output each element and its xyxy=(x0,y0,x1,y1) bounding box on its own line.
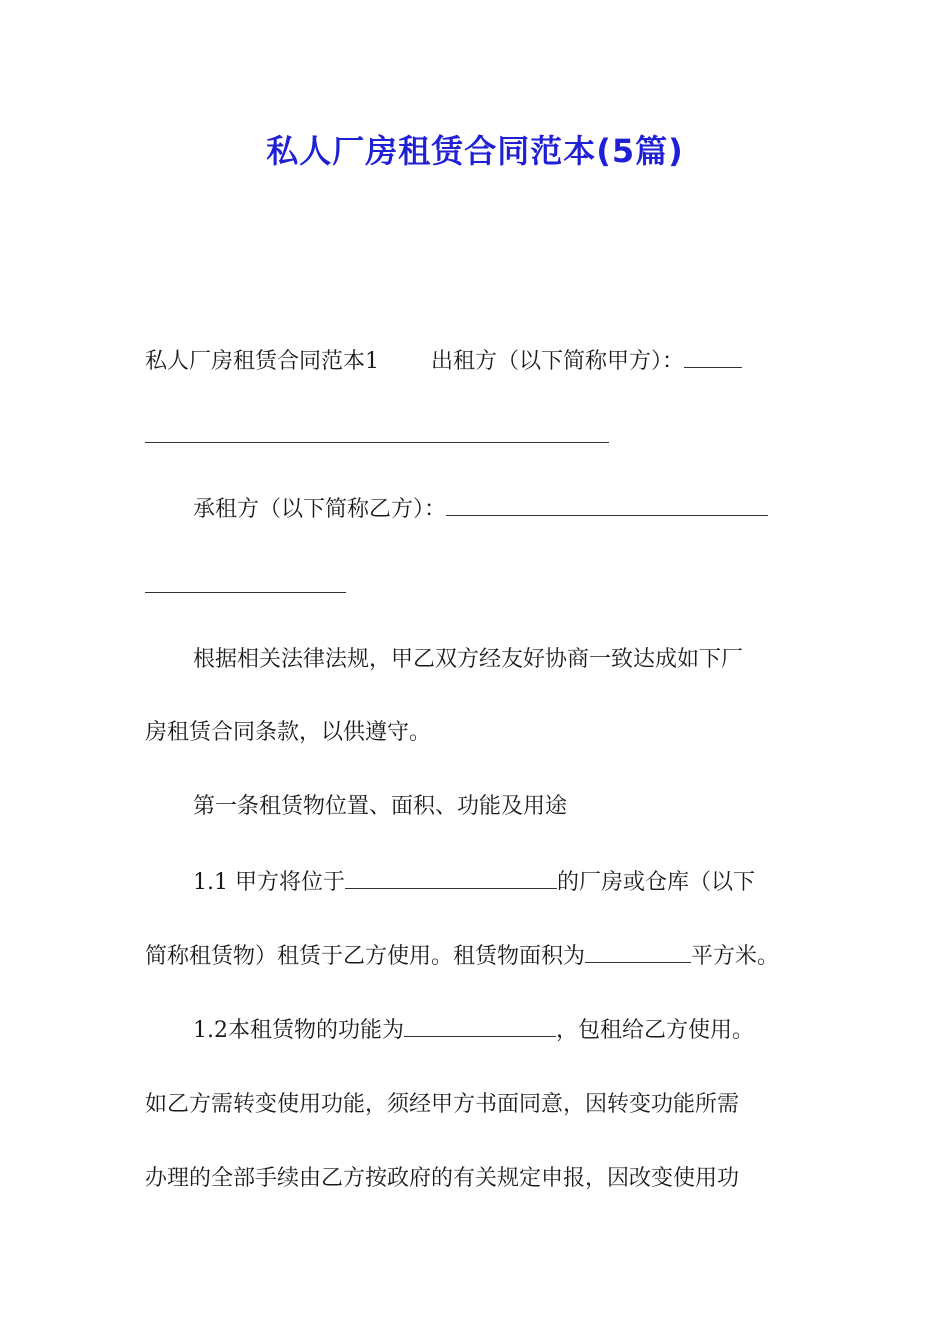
function-blank xyxy=(404,1016,556,1037)
lessee-blank xyxy=(446,495,768,516)
clause-1-2-text-a: 1.2本租赁物的功能为 xyxy=(193,1018,404,1043)
clause-1-1-text-b: 的厂房或仓库（以下 xyxy=(556,870,755,895)
intro-line-1: 根据相关法律法规，甲乙双方经友好协商一致达成如下厂 xyxy=(193,647,744,672)
area-blank xyxy=(585,942,691,963)
lessee-blank-continued xyxy=(145,592,346,593)
paragraph-lessee xyxy=(193,495,768,524)
lessee-label: 承租方（以下简称乙方）： xyxy=(193,497,447,522)
intro-line-2: 房租赁合同条款，以供遵守。 xyxy=(145,720,432,745)
clause-1-2-line-3: 办理的全部手续由乙方按政府的有关规定申报，因改变使用功 xyxy=(145,1166,740,1191)
clause-1-1-line-1 xyxy=(193,868,755,897)
location-blank xyxy=(345,868,557,889)
clause-1-2-line-2: 如乙方需转变使用功能，须经甲方书面同意，因转变功能所需 xyxy=(145,1092,740,1117)
lessor-blank-continued xyxy=(145,442,609,443)
section-heading: 私人厂房租赁合同范本1 xyxy=(145,349,379,374)
lessor-blank xyxy=(684,347,742,368)
article-1-heading: 第一条租赁物位置、面积、功能及用途 xyxy=(193,794,568,819)
clause-1-1-text-a: 1.1 甲方将位于 xyxy=(193,870,345,895)
clause-1-1-text-c: 简称租赁物）租赁于乙方使用。租赁物面积为 xyxy=(145,944,586,969)
clause-1-1-text-d: 平方米。 xyxy=(691,944,780,969)
clause-1-2-line-1 xyxy=(193,1016,754,1045)
clause-1-2-text-b: ，包租给乙方使用。 xyxy=(556,1018,755,1043)
clause-1-1-line-2 xyxy=(145,942,779,971)
paragraph-heading-lessor xyxy=(145,347,742,376)
document-title: 私人厂房租赁合同范本(5篇) xyxy=(266,132,684,170)
lessor-label: 出租方（以下简称甲方）： xyxy=(431,349,685,374)
